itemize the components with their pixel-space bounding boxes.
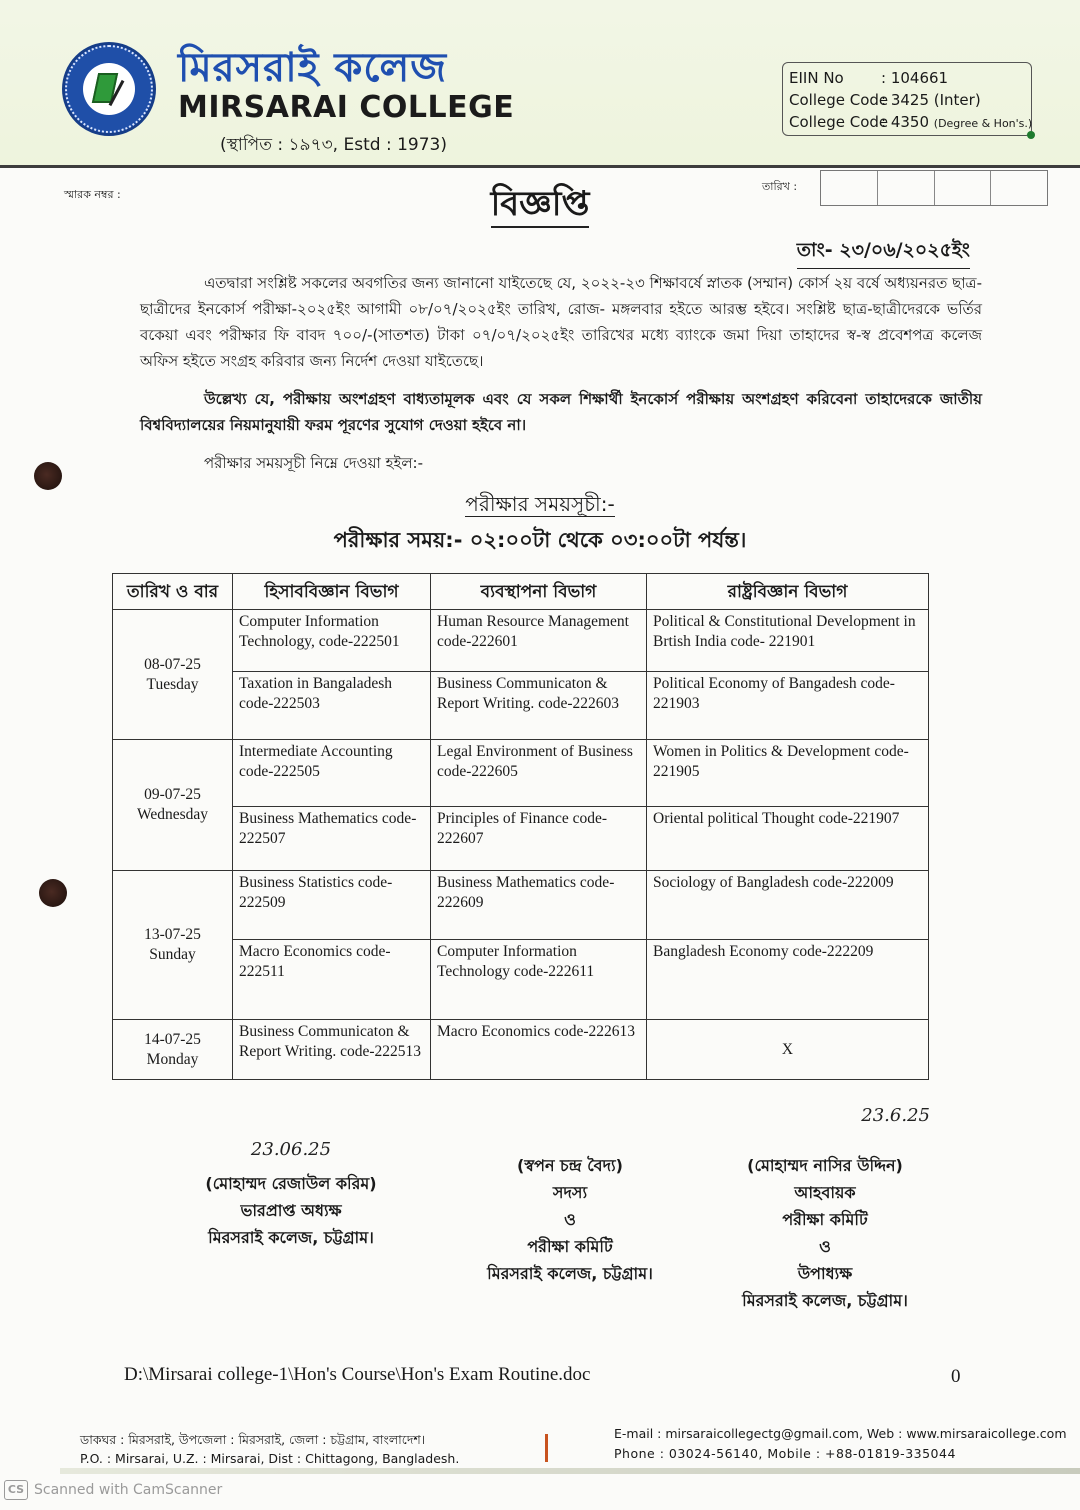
table-header-row xyxy=(113,574,929,610)
notice-paragraph-3: পরীক্ষার সময়সূচী নিম্নে দেওয়া হইল:- xyxy=(204,454,423,472)
header-date-day: তারিখ ও বার xyxy=(113,574,233,610)
college-logo-icon xyxy=(62,42,156,136)
date-label: তারিখ : xyxy=(762,180,798,193)
subject-cell: Legal Environment of Business code-222605 xyxy=(431,740,647,807)
signature-block-member: (স্বপন চন্দ্র বৈদ্য) সদস্য ও পরীক্ষা কমিটি মিরসরাই কলেজ, চট্টগ্রাম। xyxy=(470,1112,670,1287)
footer-band xyxy=(60,1468,1080,1474)
established-year: (স্থাপিত : ১৯৭৩, Estd : 1973) xyxy=(220,135,447,155)
address-block: ডাকঘর : মিরসরাই, উপজেলা : মিরসরাই, জেলা : চট্টগ্রাম, বাংলাদেশ। P.O. : Mirsarai, U.Z. : Mirsarai, Dist : Chittagong, Bangladesh. xyxy=(80,1432,460,1466)
subject-cell: Business Communicaton & Report Writing. code-222513 xyxy=(233,1020,431,1080)
handwritten-signature: 23.6.25 xyxy=(861,1105,930,1126)
green-dot-icon xyxy=(1027,131,1035,139)
camscanner-watermark: CS Scanned with CamScanner xyxy=(4,1480,222,1500)
memo-number-label: স্মারক নম্বর : xyxy=(64,188,121,201)
table-row xyxy=(113,871,929,940)
table-row xyxy=(113,940,929,1020)
subject-cell: Principles of Finance code-222607 xyxy=(431,807,647,871)
letterhead xyxy=(0,0,1080,168)
header-management: ব্যবস্থাপনা বিভাগ xyxy=(431,574,647,610)
handwritten-signature xyxy=(470,1112,670,1152)
subject-cell: Human Resource Management code-222601 xyxy=(431,610,647,672)
subject-cell: Sociology of Bangladesh code-222009 xyxy=(647,871,929,940)
table-row xyxy=(113,740,929,807)
header-accounting: হিসাববিজ্ঞান বিভাগ xyxy=(233,574,431,610)
letterhead-footer xyxy=(0,1418,1080,1474)
college-code-degree-row: College Code: 4350 (Degree & Hon's.) xyxy=(789,113,1033,131)
subject-cell: Political & Constitutional Development in Brtish India code- 221901 xyxy=(647,610,929,672)
subject-cell: Business Mathematics code-222609 xyxy=(431,871,647,940)
page-number: 0 xyxy=(951,1366,961,1387)
schedule-time: পরীক্ষার সময়:- ০২:০০টা থেকে ০৩:০০টা পর্যন্ত। xyxy=(333,528,747,552)
college-code-inter-row: College Code: 3425 (Inter) xyxy=(789,91,981,109)
date-cell: 13-07-25 Sunday xyxy=(113,871,233,1020)
subject-cell: Oriental political Thought code-221907 xyxy=(647,807,929,871)
punch-hole-icon xyxy=(34,462,62,490)
schedule-title: পরীক্ষার সময়সূচী:- xyxy=(465,492,615,516)
contact-block: E-mail : mirsaraicollegectg@gmail.com, Web : www.mirsaraicollege.com Phone : 03024-56140, Mobile : +88-01819-335044 xyxy=(614,1426,1067,1461)
notice-title: বিজ্ঞপ্তি xyxy=(0,178,1080,235)
table-row xyxy=(113,610,929,672)
subject-cell: Computer Information Technology code-222611 xyxy=(431,940,647,1020)
subject-cell: Computer Information Technology, code-222501 xyxy=(233,610,431,672)
no-exam-cell: X xyxy=(647,1020,929,1080)
table-row xyxy=(113,672,929,740)
footer-divider xyxy=(545,1434,548,1462)
handwritten-signature: 23.06.25 xyxy=(250,1139,332,1160)
subject-cell: Bangladesh Economy code-222209 xyxy=(647,940,929,1020)
file-path: D:\Mirsarai college-1\Hon's Course\Hon's Exam Routine.doc xyxy=(124,1364,591,1385)
subject-cell: Taxation in Bangaladesh code-222503 xyxy=(233,672,431,740)
college-name-bangla: মিরসরাই কলেজ xyxy=(178,44,448,91)
header-political-science: রাষ্ট্রবিজ্ঞান বিভাগ xyxy=(647,574,929,610)
subject-cell: Macro Economics code-222613 xyxy=(431,1020,647,1080)
signature-block-principal: 23.06.25 (মোহাম্মদ রেজাউল করিম) ভারপ্রাপ্ত অধ্যক্ষ মিরসরাই কলেজ, চট্টগ্রাম। xyxy=(186,1130,396,1251)
table-row xyxy=(113,807,929,871)
subject-cell: Business Communicaton & Report Writing. code-222603 xyxy=(431,672,647,740)
subject-cell: Business Mathematics code-222507 xyxy=(233,807,431,871)
signature-block-convener: 23.6.25 (মোহাম্মদ নাসির উদ্দিন) আহবায়ক পরীক্ষা কমিটি ও উপাধ্যক্ষ মিরসরাই কলেজ, চট্টগ্রাম। xyxy=(720,1080,930,1314)
date-cell: 14-07-25 Monday xyxy=(113,1020,233,1080)
notice-date: তাং- ২৩/০৬/২০২৫ইং xyxy=(797,236,970,269)
college-info-box xyxy=(782,62,1032,136)
subject-cell: Business Statistics code-222509 xyxy=(233,871,431,940)
camscanner-icon: CS xyxy=(4,1480,28,1500)
eiin-row: EIIN No : 104661 xyxy=(789,69,949,87)
notice-paragraph-1: এতদ্বারা সংশ্লিষ্ট সকলের অবগতির জন্য জানানো যাইতেছে যে, ২০২২-২৩ শিক্ষাবর্ষে স্নাতক (সম্মান) কোর্স ২য় বর্ষে অধ্যয়নরত ছাত্র-ছাত্রীদের ইনকোর্স পরীক্ষা-২০২৫ইং আগামী ০৮/০৭/২০২৫ইং তারিখ, রোজ- মঙ্গলবার হইতে আরম্ভ হইবে। সংশ্লিষ্ট ছাত্র-ছাত্রীদেরকে ভর্তির বকেয়া এবং পরীক্ষার ফি বাবদ ৭০০/-(সাতশত) টাকা ০৭/০৭/২০২৫ইং তারিখের মধ্যে ব্যাংকে জমা দিয়া তাহাদের স্ব-স্ব প্রবেশপত্র কলেজ অফিস হইতে সংগ্রহ করিবার জন্য নির্দেশ দেওয়া যাইতেছে। xyxy=(140,274,982,370)
subject-cell: Macro Economics code-222511 xyxy=(233,940,431,1020)
table-row xyxy=(113,1020,929,1080)
notice-paragraph-2: উল্লেখ্য যে, পরীক্ষায় অংশগ্রহণ বাধ্যতামূলক এবং যে সকল শিক্ষার্থী ইনকোর্স পরীক্ষায় অংশগ্রহণ করিবেনা তাহাদেরকে জাতীয় বিশ্ববিদ্যালয়ের নিয়মানুযায়ী ফরম পূরণের সুযোগ দেওয়া হইবে না। xyxy=(140,390,982,434)
subject-cell: Political Economy of Bangadesh code-221903 xyxy=(647,672,929,740)
date-cell: 09-07-25 Wednesday xyxy=(113,740,233,871)
punch-hole-icon xyxy=(39,879,67,907)
exam-routine-table xyxy=(112,573,929,1080)
college-name-english: MIRSARAI COLLEGE xyxy=(178,90,515,125)
subject-cell: Women in Politics & Development code- 221905 xyxy=(647,740,929,807)
date-cell: 08-07-25 Tuesday xyxy=(113,610,233,740)
subject-cell: Intermediate Accounting code-222505 xyxy=(233,740,431,807)
